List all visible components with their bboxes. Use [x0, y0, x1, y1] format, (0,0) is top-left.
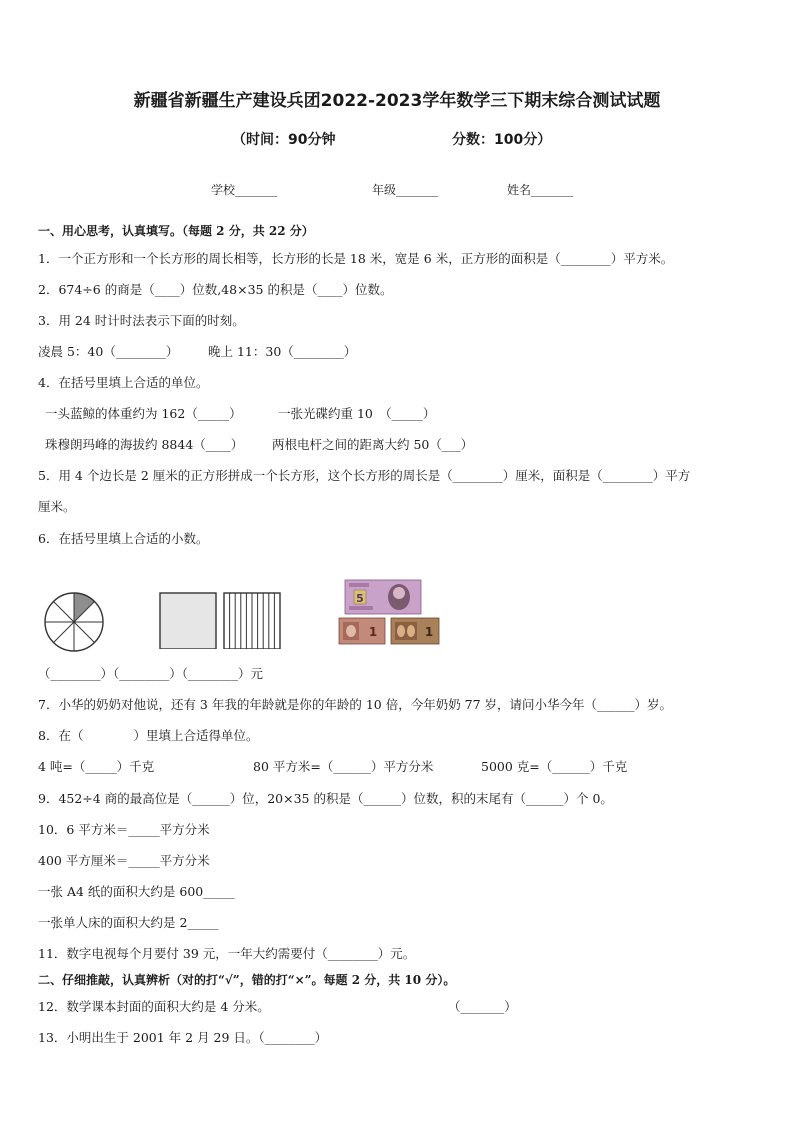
one-jiao-note-right [391, 618, 439, 644]
question-2: 2．674÷6 的商是（____）位数,48×35 的积是（____）位数。 [38, 282, 393, 297]
question-4a: 一头蓝鲸的体重约为 162（_____） [45, 406, 242, 421]
question-1: 1．一个正方形和一个长方形的周长相等，长方形的长是 18 米，宽是 6 米，正方形的面积是（________）平方米。 [38, 251, 674, 266]
question-11: 11．数字电视每个月要付 39 元，一年大约需要付（________）元。 [38, 946, 416, 961]
question-3a: 凌晨 5：40（________） [38, 344, 179, 359]
question-8: 8．在（ ）里填上合适得单位。 [38, 728, 259, 743]
question-5-line1: 5．用 4 个边长是 2 厘米的正方形拼成一个长方形，这个长方形的周长是（________）厘米，面积是（________）平方 [38, 468, 691, 483]
question-8b: 80 平方米=（______）平方分米 [253, 759, 434, 774]
question-8c: 5000 克=（______）千克 [481, 759, 628, 774]
banknotes-figure [337, 578, 441, 646]
question-12-answer: （_______） [448, 999, 517, 1014]
question-7: 7．小华的奶奶对他说，还有 3 年我的年龄就是你的年龄的 10 倍，今年奶奶 77 岁，请问小华今年（______）岁。 [38, 697, 673, 712]
question-8a: 4 吨=（_____）千克 [38, 759, 155, 774]
question-13: 13．小明出生于 2001 年 2 月 29 日。（________） [38, 1030, 328, 1045]
note-1-value-left: 1 [368, 625, 378, 639]
question-6: 6．在括号里填上合适的小数。 [38, 531, 209, 546]
school-field: 学校_______ [211, 183, 278, 197]
question-3: 3．用 24 时计时法表示下面的时刻。 [38, 313, 245, 328]
question-10b: 400 平方厘米＝_____平方分米 [38, 853, 210, 868]
question-4d: 两根电杆之间的距离大约 50（___） [272, 437, 474, 452]
five-yuan-note [345, 580, 421, 614]
decimal-squares-figure [158, 591, 282, 649]
question-12: 12．数学课本封面的面积大约是 4 分米。 [38, 999, 270, 1014]
exam-score: 分数：100分） [452, 132, 552, 148]
question-9: 9．452÷4 商的最高位是（______）位，20×35 的积是（______）位数，积的末尾有（______）个 0。 [38, 791, 613, 806]
question-10c: 一张 A4 纸的面积大约是 600_____ [38, 884, 235, 899]
section-1-heading: 一、用心思考，认真填写。（每题 2 分，共 22 分） [38, 224, 314, 238]
name-field: 姓名_______ [507, 183, 574, 197]
fraction-circle-figure [42, 590, 106, 654]
question-5-line2: 厘米。 [38, 499, 76, 514]
question-10d: 一张单人床的面积大约是 2_____ [38, 915, 219, 930]
question-6-answers: （________）（________）（________）元 [38, 666, 264, 681]
question-4b: 一张光碟约重 10 （_____） [278, 406, 436, 421]
note-5-value: 5 [356, 592, 364, 605]
note-1-value-right: 1 [424, 625, 434, 639]
question-10a: 10．6 平方米＝_____平方分米 [38, 822, 210, 837]
grade-field: 年级_______ [372, 183, 439, 197]
exam-time: （时间：90分钟 [232, 132, 336, 148]
section-2-heading: 二、仔细推敲，认真辨析（对的打“√”，错的打“×”。每题 2 分，共 10 分）。 [38, 973, 456, 987]
question-4: 4．在括号里填上合适的单位。 [38, 375, 209, 390]
one-jiao-note-left [339, 618, 385, 644]
question-4c: 珠穆朗玛峰的海拔约 8844（____） [45, 437, 244, 452]
question-3b: 晚上 11：30（________） [208, 344, 357, 359]
page-title: 新疆省新疆生产建设兵团2022-2023学年数学三下期末综合测试试题 [133, 91, 661, 111]
